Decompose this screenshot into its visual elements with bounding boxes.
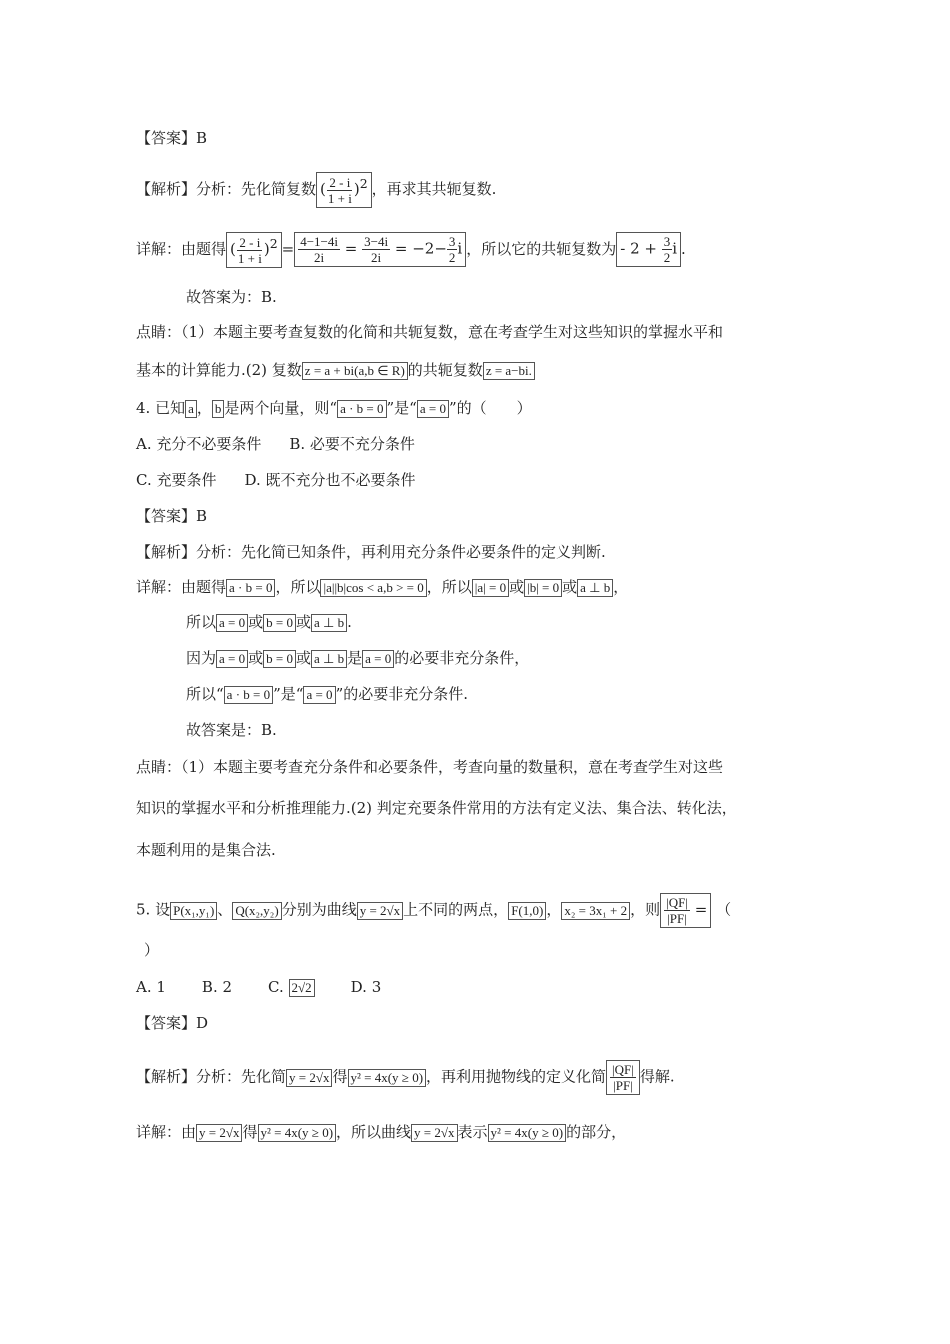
detail-line <box>136 577 628 597</box>
stem-text: ”是“ <box>386 399 417 417</box>
note-line <box>136 798 737 818</box>
fraction <box>362 234 390 265</box>
fraction-denominator: |PF| <box>667 911 687 926</box>
equals-sign: = <box>694 900 708 919</box>
detail-text: 或 <box>248 649 264 667</box>
fraction-denominator: 1 + i <box>327 190 352 206</box>
imaginary-unit: i <box>672 239 678 258</box>
result-text: 故答案是：B. <box>186 721 277 739</box>
options-row <box>136 977 381 997</box>
detail-text: 的必要非充分条件， <box>394 649 530 667</box>
fraction-denominator: 2i <box>314 250 325 266</box>
option-a: A. 1 <box>136 978 166 996</box>
option-b: B. 2 <box>201 978 233 996</box>
analysis-text: ，再利用抛物线的定义化简 <box>426 1067 607 1086</box>
formula-box <box>660 893 711 928</box>
note-text: 点睛：（1）本题主要考查复数的化简和共轭复数，意在考查学生对这些知识的掌握水平和 <box>136 323 724 341</box>
detail-text: . <box>681 239 686 258</box>
formula-box: a = 0 <box>216 650 248 668</box>
result-line <box>186 720 277 740</box>
note-line <box>136 322 723 342</box>
formula-box: |a| = 0 <box>472 579 509 597</box>
note-text: 点睛：（1）本题主要考查充分条件和必要条件，考查向量的数量积，意在考查学生对这些 <box>136 758 724 776</box>
answer-text: 【答案】B <box>136 507 208 525</box>
detail-text: 或 <box>248 613 264 631</box>
formula-box: y = 2√x <box>196 1124 242 1142</box>
detail-text: ，所以它的共轭复数为 <box>466 239 617 258</box>
analysis-line <box>136 1060 675 1095</box>
analysis-line <box>136 542 606 562</box>
fraction-denominator: |PF| <box>613 1078 633 1093</box>
formula-box: a = 0 <box>216 614 248 632</box>
option-c: C. <box>268 978 284 996</box>
fraction-numerator: 3 <box>448 234 456 250</box>
analysis-text: ，再求其共轭复数. <box>371 179 497 198</box>
formula-box: ( $\frac{2 - i}{1 + i}$ )$^2$ <box>316 172 372 208</box>
fraction-denominator: 1 + i <box>237 250 262 266</box>
answer-text: 【答案】B <box>136 129 208 147</box>
stem-text: （ <box>716 900 732 919</box>
stem-text: ”的（ ） <box>448 399 532 417</box>
detail-text: . <box>347 613 352 631</box>
fraction-numerator: 2 - i <box>329 174 351 190</box>
formula-box: |a||b|cos < a,b > = 0 <box>320 579 426 597</box>
note-text: 知识的掌握水平和分析推理能力.(2) 判定充要条件常用的方法有定义法、集合法、转化法， <box>136 799 737 817</box>
option-d: D. 3 <box>350 978 382 996</box>
options-row <box>136 434 415 454</box>
stem-text: 5. 设 <box>136 900 171 919</box>
formula-box: a ⊥ b <box>311 614 347 632</box>
detail-text: 因为 <box>186 649 217 667</box>
question-stem-cont <box>136 940 159 960</box>
answer-line <box>136 506 207 526</box>
formula-box: a · b = 0 <box>224 686 273 704</box>
formula-box: z = a + bi(a,b ∈ R) <box>302 362 408 380</box>
option-a: A. 充分不必要条件 <box>136 435 262 453</box>
result-text: 故答案为：B. <box>186 288 277 306</box>
detail-text: 详解：由题得 <box>136 239 227 258</box>
fraction-numerator: 2 - i <box>239 234 261 250</box>
detail-text: 所以“ <box>186 685 224 703</box>
detail-text: 或 <box>562 578 578 596</box>
stem-text: 上不同的两点， <box>403 900 509 919</box>
note-line <box>136 840 276 860</box>
option-b: B. 必要不充分条件 <box>289 435 415 453</box>
formula-box <box>606 1060 640 1095</box>
formula-box: ( $\frac{2 - i}{1 + i}$ )$^2$ <box>226 232 282 268</box>
imaginary-unit: i <box>457 239 463 258</box>
formula-box: x₂ = 3x₁ + 2 <box>561 902 630 920</box>
question-stem <box>136 398 532 418</box>
detail-text: ， <box>613 578 629 596</box>
detail-text: 或 <box>295 613 311 631</box>
detail-text: ，所以 <box>275 578 321 596</box>
equals-sign: = <box>281 239 295 258</box>
fraction <box>298 234 340 265</box>
formula-box: a = 0 <box>417 400 449 418</box>
detail-text: ”的必要非充分条件. <box>335 685 468 703</box>
formula-box: z = a−bi. <box>483 362 535 380</box>
formula-box: y² = 4x(y ≥ 0) <box>258 1124 337 1142</box>
formula-box: y = 2√x <box>286 1069 332 1087</box>
formula-box: a ⊥ b <box>577 579 613 597</box>
note-text: 的共轭复数 <box>407 361 483 379</box>
analysis-text: 【解析】分析：先化简 <box>136 1067 287 1086</box>
exponent: 2 <box>359 176 368 191</box>
formula-text: - 2 + <box>620 239 657 258</box>
result-line <box>186 287 277 307</box>
stem-text: ） <box>144 941 160 959</box>
stem-text: ， <box>196 399 212 417</box>
formula-box: b = 0 <box>263 614 296 632</box>
detail-text: ，所以曲线 <box>336 1123 412 1141</box>
question-stem <box>136 893 731 928</box>
stem-text: 分别为曲线 <box>281 900 357 919</box>
answer-text: 【答案】D <box>136 1014 209 1032</box>
detail-line <box>186 648 529 668</box>
formula-box: y = 2√x <box>357 902 403 920</box>
detail-text: 的部分， <box>566 1123 627 1141</box>
fraction-numerator: |QF| <box>666 895 688 910</box>
note-line <box>136 360 535 380</box>
formula-box: 2√2 <box>289 979 315 997</box>
analysis-text: 【解析】分析：先化简已知条件，再利用充分条件必要条件的定义判断. <box>136 543 606 561</box>
detail-line <box>186 684 468 704</box>
fraction-denominator: 2 <box>663 250 671 266</box>
fraction-numerator: |QF| <box>612 1062 634 1077</box>
formula-box: P(x₁,y₁) <box>170 902 217 920</box>
formula-box: a · b = 0 <box>337 400 386 418</box>
analysis-text: 【解析】分析：先化简复数 <box>136 179 317 198</box>
fraction-numerator: 4−1−4i <box>300 234 338 250</box>
fraction <box>664 895 690 926</box>
answer-line <box>136 128 207 148</box>
detail-text: 表示 <box>457 1123 488 1141</box>
formula-box: y² = 4x(y ≥ 0) <box>348 1069 427 1087</box>
note-line <box>136 757 723 777</box>
formula-box: b = 0 <box>263 650 296 668</box>
stem-text: 4. 已知 <box>136 399 186 417</box>
fraction-numerator: 3 <box>663 234 671 250</box>
exponent: 2 <box>269 236 278 251</box>
formula-box: a ⊥ b <box>311 650 347 668</box>
formula-box: b <box>212 400 225 418</box>
formula-box: y = 2√x <box>411 1124 457 1142</box>
stem-text: ， <box>546 900 562 919</box>
detail-text: 所以 <box>186 613 217 631</box>
detail-text: 是 <box>347 649 363 667</box>
option-c: C. 充要条件 <box>136 471 217 489</box>
fraction <box>610 1062 636 1093</box>
formula-box: Q(x₂,y₂) <box>232 902 281 920</box>
analysis-text: 得解. <box>639 1067 675 1086</box>
answer-line <box>136 1013 208 1033</box>
fraction-numerator: 3−4i <box>364 234 389 250</box>
formula-box: a = 0 <box>362 650 394 668</box>
fraction-denominator: 2i <box>371 250 382 266</box>
formula-box: F(1,0) <box>508 902 546 920</box>
formula-box: y² = 4x(y ≥ 0) <box>488 1124 567 1142</box>
detail-text: 或 <box>509 578 525 596</box>
detail-text: 详解：由题得 <box>136 578 227 596</box>
fraction <box>326 175 354 206</box>
formula-box: a = 0 <box>303 686 335 704</box>
detail-text: ”是“ <box>273 685 304 703</box>
formula-box <box>616 232 681 267</box>
detail-text: 详解：由 <box>136 1123 197 1141</box>
detail-text: 或 <box>295 649 311 667</box>
detail-text: 得 <box>242 1123 258 1141</box>
equals-sign: = <box>344 239 358 258</box>
fraction <box>447 234 458 265</box>
option-d: D. 既不充分也不必要条件 <box>244 471 416 489</box>
fraction-denominator: 2 <box>448 250 456 266</box>
fraction <box>662 234 673 265</box>
analysis-text: 得 <box>332 1067 348 1086</box>
formula-box: a · b = 0 <box>226 579 275 597</box>
detail-line <box>136 1122 626 1142</box>
formula-box: a <box>185 400 197 418</box>
detail-line <box>136 232 686 268</box>
equals-sign: = −2− <box>394 239 447 258</box>
note-text: 基本的计算能力.(2) 复数 <box>136 361 302 379</box>
detail-line <box>186 612 352 632</box>
fraction <box>236 235 264 266</box>
analysis-line <box>136 172 496 208</box>
note-text: 本题利用的是集合法. <box>136 841 276 859</box>
stem-text: 是两个向量，则“ <box>224 399 338 417</box>
detail-text: ，所以 <box>426 578 472 596</box>
options-row <box>136 470 416 490</box>
formula-box <box>294 232 466 267</box>
formula-box: |b| = 0 <box>524 579 562 597</box>
stem-text: 、 <box>217 900 233 919</box>
stem-text: ，则 <box>630 900 661 919</box>
